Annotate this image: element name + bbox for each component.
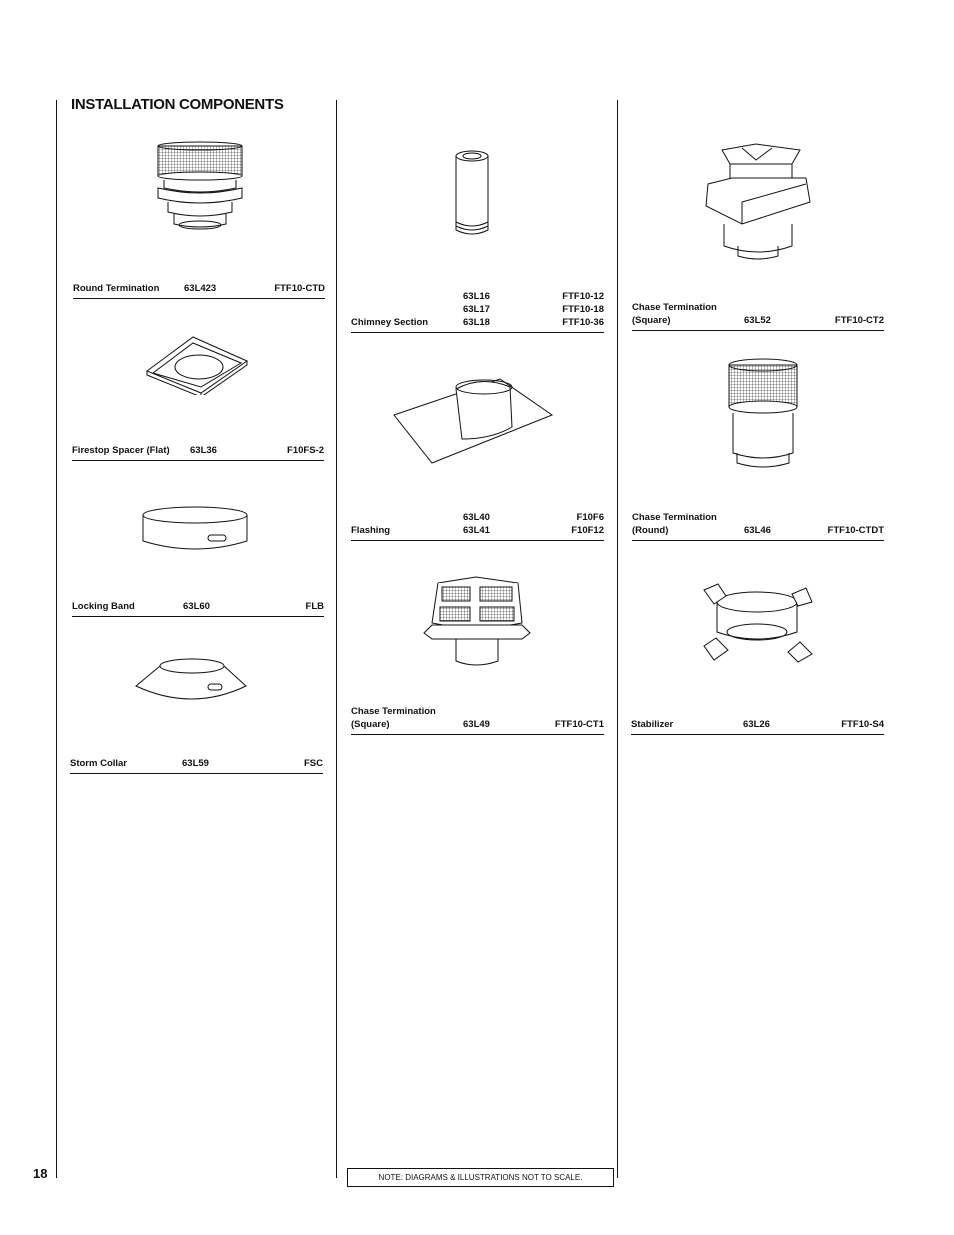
chase-termination-round-illustration xyxy=(725,357,801,472)
component-chase-termination-square-ct2: Chase Termination (Square) 63L52 FTF10-CT2 xyxy=(632,300,884,327)
row-rule xyxy=(72,616,324,617)
row-rule xyxy=(70,773,323,774)
locking-band-illustration xyxy=(140,505,250,553)
chimney-section-illustration xyxy=(450,150,495,240)
row-rule xyxy=(351,332,604,333)
component-chase-termination-round: Chase Termination (Round) 63L46 FTF10-CTDT xyxy=(632,510,884,537)
column-divider-1 xyxy=(56,100,57,1178)
component-firestop-spacer: Firestop Spacer (Flat) 63L36 F10FS-2 xyxy=(72,442,324,457)
firestop-spacer-illustration xyxy=(145,335,250,395)
chase-termination-square-ct2-illustration xyxy=(702,142,814,264)
page-number: 18 xyxy=(33,1166,48,1181)
row-rule xyxy=(351,540,604,541)
column-divider-2 xyxy=(336,100,337,1178)
component-flashing: Flashing 63L40 63L41 F10F6 F10F12 xyxy=(351,510,604,537)
row-rule xyxy=(632,540,884,541)
component-stabilizer: Stabilizer 63L26 FTF10-S4 xyxy=(631,716,884,731)
column-divider-3 xyxy=(617,100,618,1178)
row-rule xyxy=(632,330,884,331)
component-round-termination: Round Termination 63L423 FTF10-CTD xyxy=(73,280,325,295)
round-termination-illustration xyxy=(150,140,250,235)
component-chimney-section: Chimney Section 63L16 63L17 63L18 FTF10-12 FTF10-18 FTF10-36 xyxy=(351,289,604,329)
page-title: INSTALLATION COMPONENTS xyxy=(71,96,284,113)
row-rule xyxy=(73,298,325,299)
component-locking-band: Locking Band 63L60 FLB xyxy=(72,598,324,613)
row-rule xyxy=(351,734,604,735)
row-rule xyxy=(72,460,324,461)
row-rule xyxy=(631,734,884,735)
storm-collar-illustration xyxy=(132,656,250,706)
scale-note: NOTE: DIAGRAMS & ILLUSTRATIONS NOT TO SCALE. xyxy=(347,1168,614,1187)
flashing-illustration xyxy=(392,375,554,465)
component-chase-termination-square-ct1: Chase Termination (Square) 63L49 FTF10-CT1 xyxy=(351,704,604,731)
stabilizer-illustration xyxy=(700,580,815,665)
chase-termination-square-ct1-illustration xyxy=(422,575,532,670)
component-storm-collar: Storm Collar 63L59 FSC xyxy=(70,755,323,770)
